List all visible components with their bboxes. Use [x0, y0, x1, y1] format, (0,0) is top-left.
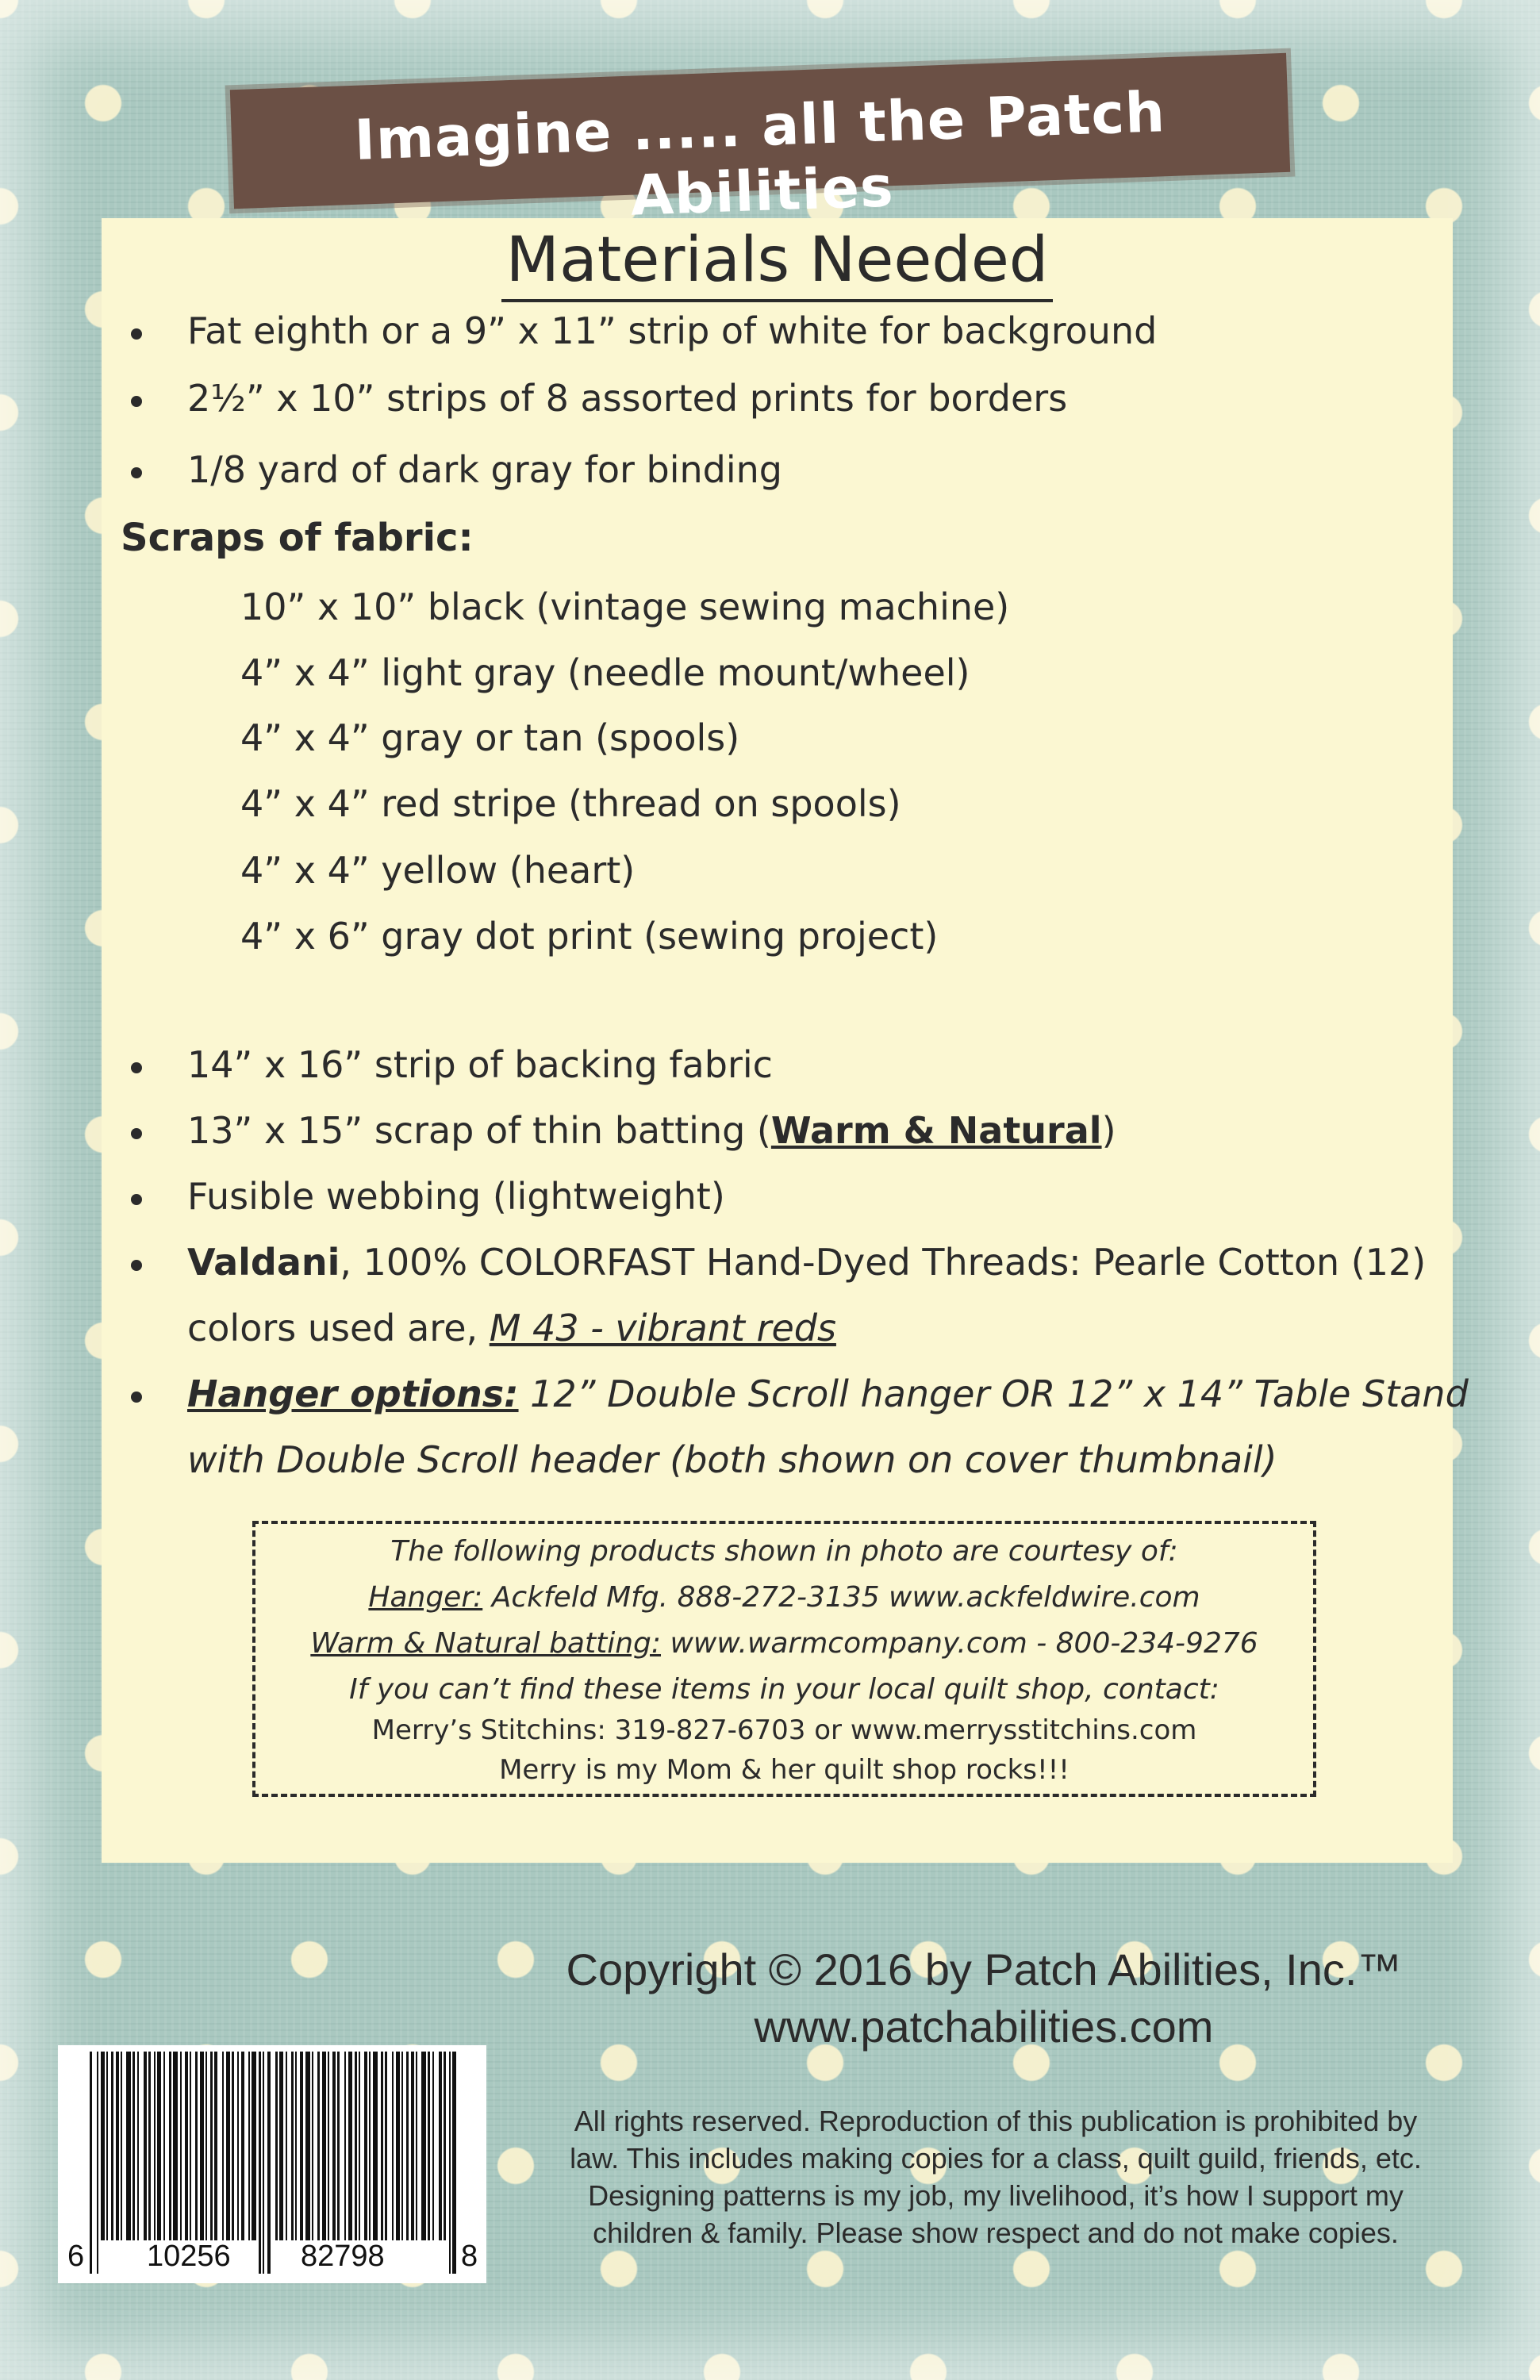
credits-batting-line: [255, 1627, 1313, 1660]
batting-brand-link[interactable]: Warm & Natural: [770, 1109, 1102, 1152]
bullet-icon: [131, 1260, 142, 1271]
copyright-notice: Copyright © 2016 by Patch Abilities, Inc.™: [566, 1944, 1402, 1994]
list-item-text: Fusible webbing (lightweight): [187, 1175, 725, 1218]
barcode-bar: [205, 2052, 207, 2240]
website-link[interactable]: www.patchabilities.com: [754, 2002, 1214, 2052]
rights-line: Designing patterns is my job, my livelihood, it’s how I support my: [588, 2179, 1404, 2212]
batting-suffix: ): [1101, 1109, 1116, 1152]
barcode-bar: [116, 2052, 119, 2240]
barcode-bar: [148, 2052, 151, 2240]
barcode-bar: [232, 2052, 234, 2240]
credits-batting-text: www.warmcompany.com - 800-234-9276: [661, 1627, 1258, 1660]
barcode-digit-first: 6: [67, 2240, 85, 2273]
bullet-icon: [131, 396, 142, 407]
barcode-bar: [337, 2052, 340, 2240]
credits-hanger-text: Ackfeld Mfg. 888-272-3135 www.ackfeldwire.com: [482, 1581, 1200, 1614]
barcode-bar: [137, 2052, 139, 2240]
barcode-bar: [132, 2052, 135, 2240]
barcode-bar: [154, 2052, 156, 2240]
barcode-bar: [195, 2052, 198, 2240]
barcode-bar: [305, 2052, 310, 2240]
scrap-item: 4” x 4” light gray (needle mount/wheel): [240, 651, 970, 694]
barcode-bar: [291, 2052, 294, 2240]
valdani-text: , 100% COLORFAST Hand-Dyed Threads: Pearle Cotton (12): [340, 1241, 1427, 1284]
barcode-bar: [369, 2052, 371, 2240]
barcode-bar: [295, 2052, 297, 2240]
barcode-bar: [163, 2052, 165, 2240]
barcode-bar: [126, 2052, 131, 2240]
barcode-bar: [355, 2052, 357, 2240]
barcode-digit-last: 8: [461, 2240, 478, 2273]
barcode-bar: [317, 2052, 320, 2240]
barcode-bar: [121, 2052, 122, 2240]
scrap-item: 4” x 4” gray or tan (spools): [240, 716, 740, 759]
barcode-bar: [328, 2052, 329, 2240]
credits-batting-label: Warm & Natural batting:: [310, 1627, 662, 1660]
barcode-bar: [396, 2052, 400, 2240]
bullet-icon: [131, 1194, 142, 1205]
valdani-brand: Valdani: [187, 1241, 340, 1284]
hanger-options-line1: 12” Double Scroll hanger OR 12” x 14” Table Stand: [518, 1372, 1469, 1415]
barcode-bar: [101, 2052, 105, 2240]
barcode-bar: [275, 2052, 278, 2240]
barcode: [58, 2045, 486, 2283]
barcode-bar: [411, 2052, 414, 2240]
valdani-colors-link[interactable]: M 43 - vibrant reds: [489, 1307, 836, 1349]
barcode-bar: [106, 2052, 108, 2240]
hanger-options-line2: with Double Scroll header (both shown on cover thumbnail): [187, 1438, 1277, 1481]
barcode-bar: [359, 2052, 360, 2240]
barcode-bar: [185, 2052, 188, 2240]
rights-line: children & family. Please show respect and do not make copies.: [593, 2217, 1399, 2249]
scraps-heading: Scraps of fabric:: [121, 516, 474, 560]
barcode-bar: [416, 2052, 417, 2240]
barcode-bar: [226, 2052, 230, 2240]
rights-line: All rights reserved. Reproduction of this publication is prohibited by: [574, 2105, 1418, 2137]
barcode-bar: [401, 2052, 403, 2240]
barcode-bar: [348, 2052, 352, 2240]
title-banner: [230, 53, 1290, 228]
barcode-bar: [428, 2052, 430, 2240]
barcode-bar: [406, 2052, 409, 2240]
list-item-text: [187, 1241, 1426, 1284]
barcode-bar: [421, 2052, 426, 2240]
batting-prefix: 13” x 15” scrap of thin batting (: [187, 1109, 771, 1152]
barcode-bar: [332, 2052, 336, 2240]
barcode-bar: [300, 2052, 303, 2240]
credits-hanger-line: [255, 1581, 1313, 1614]
barcode-bar: [439, 2052, 442, 2240]
barcode-bar: [144, 2052, 147, 2240]
barcode-bar: [214, 2052, 217, 2240]
barcode-bar: [444, 2052, 446, 2240]
valdani-colors-prefix: colors used are,: [187, 1307, 490, 1349]
barcode-bar: [344, 2052, 346, 2240]
barcode-bar: [312, 2052, 313, 2240]
credits-note: Merry is my Mom & her quilt shop rocks!!!: [499, 1754, 1070, 1786]
credits-shop: Merry’s Stitchins: 319-827-6703 or www.merrysstitchins.com: [371, 1714, 1197, 1746]
scrap-item: 10” x 10” black (vintage sewing machine): [240, 585, 1010, 628]
barcode-bar: [248, 2052, 250, 2240]
barcode-group-right: 82798: [301, 2240, 385, 2273]
bullet-icon: [131, 1062, 142, 1073]
barcode-bar: [173, 2052, 178, 2240]
barcode-bar: [381, 2052, 383, 2240]
rights-line: law. This includes making copies for a class, quilt guild, friends, etc.: [570, 2142, 1422, 2175]
hanger-options-label: Hanger options:: [187, 1372, 519, 1415]
barcode-bar: [364, 2052, 367, 2240]
list-item-text: [187, 1109, 1116, 1152]
credits-intro: The following products shown in photo are courtesy of:: [390, 1535, 1178, 1568]
barcode-bar: [322, 2052, 326, 2240]
barcode-bar: [279, 2052, 283, 2240]
list-item-text: 14” x 16” strip of backing fabric: [187, 1043, 773, 1086]
list-item-text: [187, 1307, 836, 1349]
materials-heading: Materials Needed: [501, 225, 1054, 302]
barcode-bar: [111, 2052, 113, 2240]
list-item-text: [187, 1372, 1469, 1415]
list-item-text: 2½” x 10” strips of 8 assorted prints for borders: [187, 377, 1068, 420]
barcode-bar: [180, 2052, 182, 2240]
list-item-text: Fat eighth or a 9” x 11” strip of white for background: [187, 309, 1158, 352]
scrap-item: 4” x 4” red stripe (thread on spools): [240, 782, 901, 825]
materials-panel: [102, 218, 1469, 1863]
rights-notice: [524, 2102, 1468, 2251]
barcode-group-left: 10256: [147, 2240, 231, 2273]
barcode-bar: [200, 2052, 204, 2240]
scrap-item: 4” x 6” gray dot print (sewing project): [240, 915, 939, 958]
barcode-bar: [222, 2052, 224, 2240]
barcode-bar: [169, 2052, 171, 2240]
bullet-icon: [131, 467, 142, 478]
barcode-digits: [58, 2240, 486, 2279]
bullet-icon: [131, 328, 142, 340]
barcode-bar: [210, 2052, 213, 2240]
barcode-bar: [190, 2052, 191, 2240]
list-item-text: 1/8 yard of dark gray for binding: [187, 448, 782, 491]
credits-contact: If you can’t find these items in your local quilt shop, contact:: [349, 1673, 1219, 1706]
credits-box: [252, 1521, 1316, 1797]
barcode-bar: [286, 2052, 287, 2240]
barcode-bar: [373, 2052, 378, 2240]
bullet-icon: [131, 1128, 142, 1139]
barcode-bar: [157, 2052, 161, 2240]
scrap-item: 4” x 4” yellow (heart): [240, 849, 636, 892]
barcode-bar: [237, 2052, 239, 2240]
barcode-bar: [241, 2052, 244, 2240]
bullet-icon: [131, 1392, 142, 1403]
barcode-bar: [252, 2052, 256, 2240]
barcode-bar: [432, 2052, 434, 2240]
barcode-bar: [385, 2052, 387, 2240]
barcode-bar: [392, 2052, 394, 2240]
banner-title: Imagine ..... all the Patch Abilities: [353, 79, 1167, 228]
credits-hanger-label: Hanger:: [368, 1581, 483, 1614]
